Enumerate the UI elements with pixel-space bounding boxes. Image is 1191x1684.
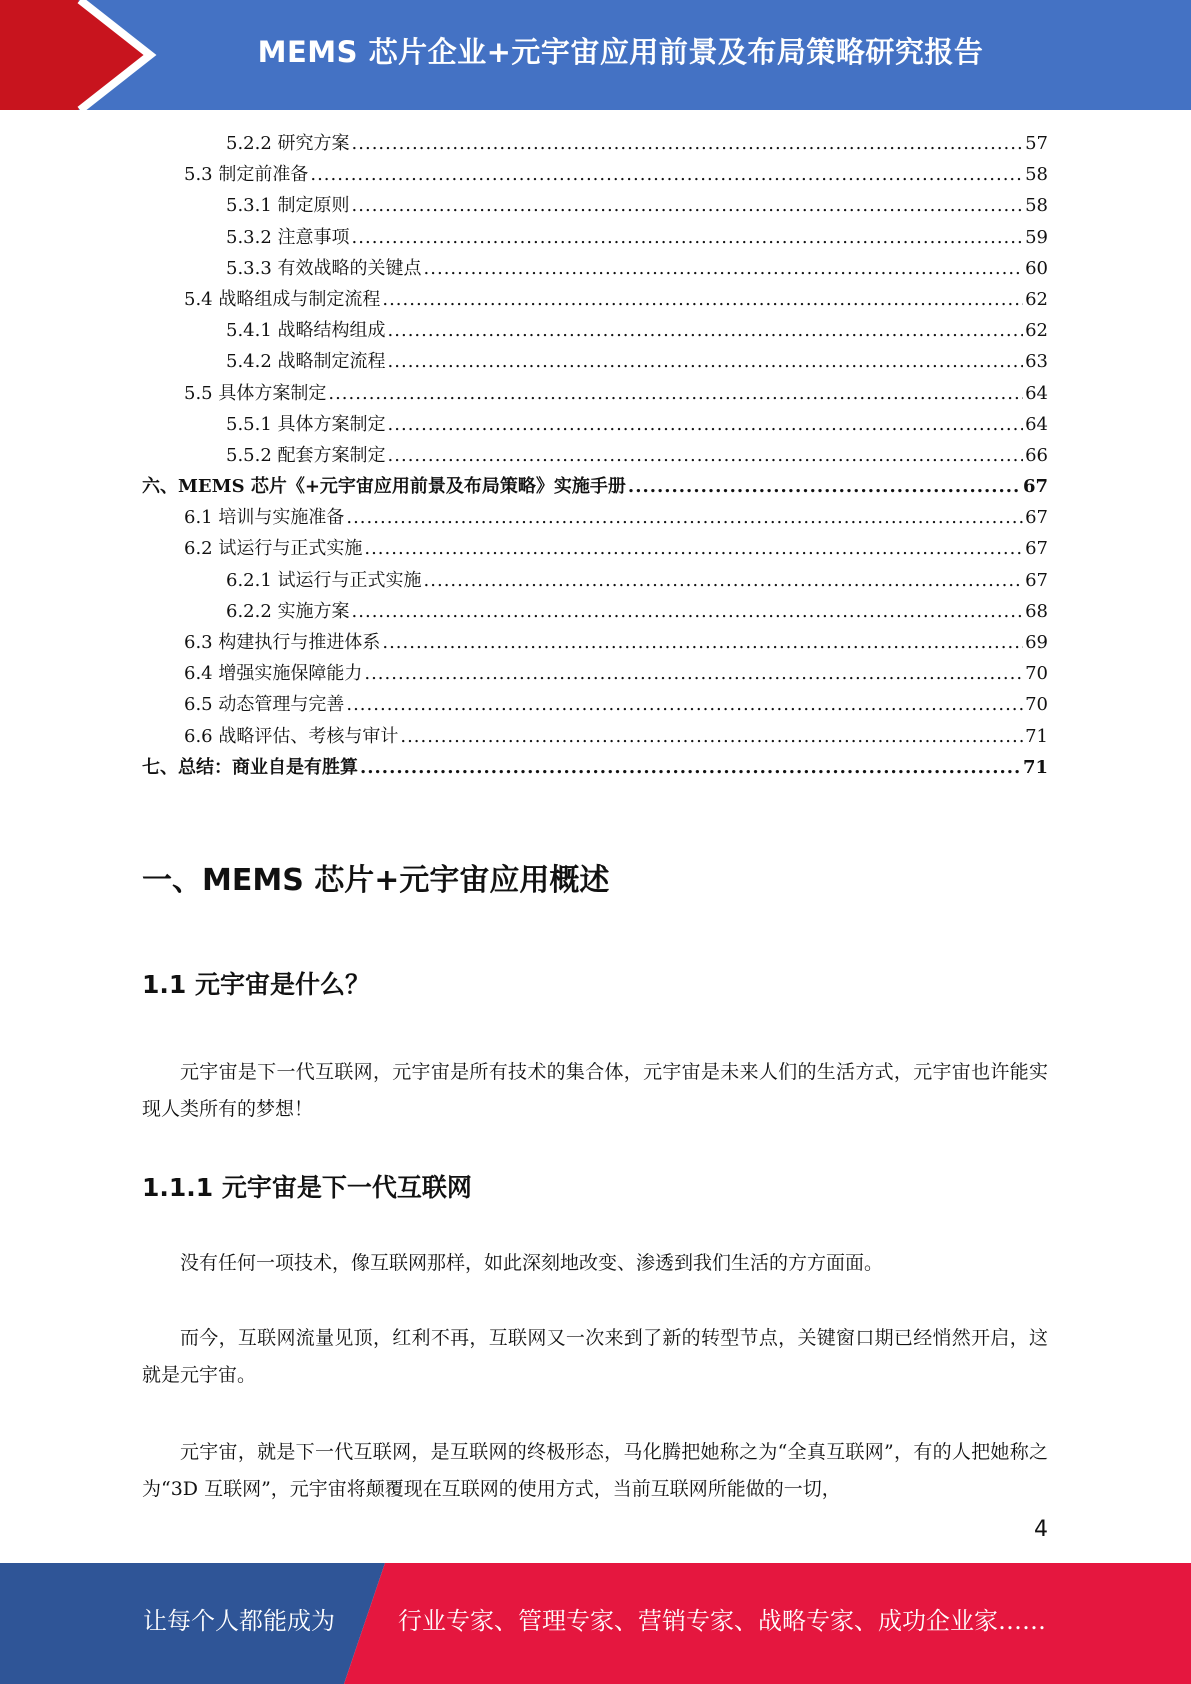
- toc-entry-label: 5.4.2 战略制定流程: [226, 351, 386, 373]
- toc-entry-page: 70: [1025, 663, 1048, 685]
- toc-entry[interactable]: [142, 533, 1048, 564]
- toc-leader-dots: [388, 440, 1024, 471]
- toc-entry-label: 5.3.1 制定原则: [226, 195, 350, 217]
- toc-entry-page: 67: [1025, 507, 1048, 529]
- toc-entry-label: 6.2 试运行与正式实施: [184, 538, 363, 560]
- toc-entry-page: 58: [1025, 164, 1048, 186]
- toc-entry[interactable]: [142, 627, 1048, 658]
- toc-leader-dots: [628, 471, 1021, 502]
- toc-entry-page: 68: [1025, 600, 1048, 622]
- toc-leader-dots: [328, 378, 1023, 409]
- toc-entry-label: 6.1 培训与实施准备: [184, 507, 345, 529]
- toc-entry-label: 5.4 战略组成与制定流程: [184, 288, 381, 310]
- body-paragraph: 没有任何一项技术，像互联网那样，如此深刻地改变、渗透到我们生活的方方面面。: [180, 1252, 884, 1274]
- toc-entry-page: 69: [1025, 632, 1048, 653]
- toc-entry-label: 5.3 制定前准备: [184, 164, 309, 186]
- toc-entry[interactable]: [142, 721, 1048, 752]
- toc-entry-page: 58: [1025, 195, 1048, 217]
- toc-entry-page: 63: [1025, 351, 1048, 373]
- toc-entry[interactable]: [142, 565, 1048, 596]
- toc-entry-page: 62: [1025, 288, 1048, 310]
- toc-entry-page: 67: [1025, 569, 1048, 591]
- toc-entry[interactable]: [142, 502, 1048, 533]
- toc-entry-page: 60: [1025, 257, 1048, 279]
- toc-entry-label: 6.6 战略评估、考核与审计: [184, 725, 399, 747]
- toc-leader-dots: [310, 159, 1023, 190]
- toc-entry-label: 5.5.2 配套方案制定: [226, 444, 386, 466]
- page-number: 4: [1034, 1517, 1048, 1542]
- toc-entry[interactable]: [142, 440, 1048, 471]
- toc-leader-dots: [352, 222, 1024, 253]
- toc-entry-label: 5.5 具体方案制定: [184, 382, 327, 404]
- toc-entry-label: 5.4.1 战略结构组成: [226, 320, 386, 342]
- toc-leader-dots: [388, 409, 1024, 440]
- toc-entry[interactable]: [142, 159, 1048, 190]
- toc-entry-page: 64: [1025, 382, 1048, 404]
- toc-entry[interactable]: [142, 346, 1048, 377]
- sub-subsection-heading: 1.1.1 元宇宙是下一代互联网: [142, 1173, 472, 1202]
- toc-entry-label: 5.5.1 具体方案制定: [226, 413, 386, 435]
- toc-entry-label: 六、MEMS 芯片《+元宇宙应用前景及布局策略》实施手册: [142, 476, 626, 498]
- toc-leader-dots: [346, 502, 1023, 533]
- toc-leader-dots: [388, 346, 1024, 377]
- toc-entry[interactable]: [142, 128, 1048, 159]
- body-paragraph: 元宇宙，就是下一代互联网，是互联网的终极形态，马化腾把她称之为“全真互联网”，有的人把她称之为“3D 互联网”，元宇宙将颠覆现在互联网的使用方式，当前互联网所能做的一切，: [142, 1441, 1048, 1500]
- subsection-heading: 1.1 元宇宙是什么？: [142, 970, 370, 999]
- toc-entry-label: 6.2.1 试运行与正式实施: [226, 569, 422, 591]
- toc-entry-page: 67: [1022, 476, 1048, 498]
- toc-entry[interactable]: [142, 190, 1048, 221]
- toc-entry-page: 71: [1022, 756, 1048, 778]
- page-footer: [0, 1563, 1191, 1684]
- toc-entry-label: 5.2.2 研究方案: [226, 133, 350, 154]
- toc-entry-label: 6.4 增强实施保障能力: [184, 663, 363, 685]
- toc-entry-label: 6.5 动态管理与完善: [184, 694, 345, 716]
- toc-entry[interactable]: [142, 596, 1048, 627]
- toc-entry[interactable]: [142, 315, 1048, 346]
- toc-entry-page: 59: [1025, 226, 1048, 248]
- toc-entry-page: 67: [1025, 538, 1048, 560]
- toc-entry-page: 66: [1025, 444, 1048, 466]
- toc-leader-dots: [388, 315, 1024, 346]
- toc-leader-dots: [424, 565, 1024, 596]
- toc-leader-dots: [352, 596, 1024, 627]
- toc-entry-label: 6.2.2 实施方案: [226, 600, 350, 622]
- table-of-contents: [142, 128, 1048, 783]
- toc-entry-label: 5.3.2 注意事项: [226, 226, 350, 248]
- report-title: MEMS 芯片企业+元宇宙应用前景及布局策略研究报告: [257, 35, 984, 69]
- toc-entry-page: 57: [1025, 133, 1048, 154]
- toc-leader-dots: [424, 253, 1024, 284]
- section-heading: 一、MEMS 芯片+元宇宙应用概述: [142, 863, 610, 898]
- toc-entry-page: 64: [1025, 413, 1048, 435]
- toc-leader-dots: [360, 752, 1021, 783]
- toc-entry-label: 6.3 构建执行与推进体系: [184, 632, 381, 653]
- toc-entry[interactable]: [142, 752, 1048, 783]
- footer-slogan-right: 行业专家、管理专家、营销专家、战略专家、成功企业家……: [398, 1607, 1046, 1635]
- toc-entry-page: 62: [1025, 320, 1048, 342]
- toc-entry[interactable]: [142, 253, 1048, 284]
- toc-entry[interactable]: [142, 222, 1048, 253]
- toc-entry[interactable]: [142, 409, 1048, 440]
- toc-leader-dots: [352, 190, 1024, 221]
- toc-leader-dots: [346, 689, 1023, 720]
- toc-entry[interactable]: [142, 471, 1048, 502]
- toc-entry-page: 70: [1025, 694, 1048, 716]
- toc-leader-dots: [382, 627, 1023, 658]
- toc-entry-page: 71: [1025, 725, 1048, 747]
- toc-entry[interactable]: [142, 378, 1048, 409]
- toc-leader-dots: [364, 658, 1023, 689]
- toc-entry[interactable]: [142, 658, 1048, 689]
- toc-entry[interactable]: [142, 689, 1048, 720]
- toc-entry-label: 七、总结：商业自是有胜算: [142, 756, 358, 778]
- body-paragraph: 而今，互联网流量见顶，红利不再，互联网又一次来到了新的转型节点，关键窗口期已经悄然开启，这就是元宇宙。: [142, 1327, 1048, 1386]
- toc-leader-dots: [352, 128, 1024, 159]
- toc-leader-dots: [382, 284, 1023, 315]
- toc-entry[interactable]: [142, 284, 1048, 315]
- body-paragraph: 元宇宙是下一代互联网，元宇宙是所有技术的集合体，元宇宙是未来人们的生活方式，元宇宙也许能实现人类所有的梦想！: [142, 1061, 1048, 1120]
- toc-leader-dots: [364, 533, 1023, 564]
- page-header: [0, 0, 1191, 110]
- toc-entry-label: 5.3.3 有效战略的关键点: [226, 257, 422, 279]
- footer-slogan-left: 让每个人都能成为: [143, 1607, 335, 1635]
- toc-leader-dots: [400, 721, 1023, 752]
